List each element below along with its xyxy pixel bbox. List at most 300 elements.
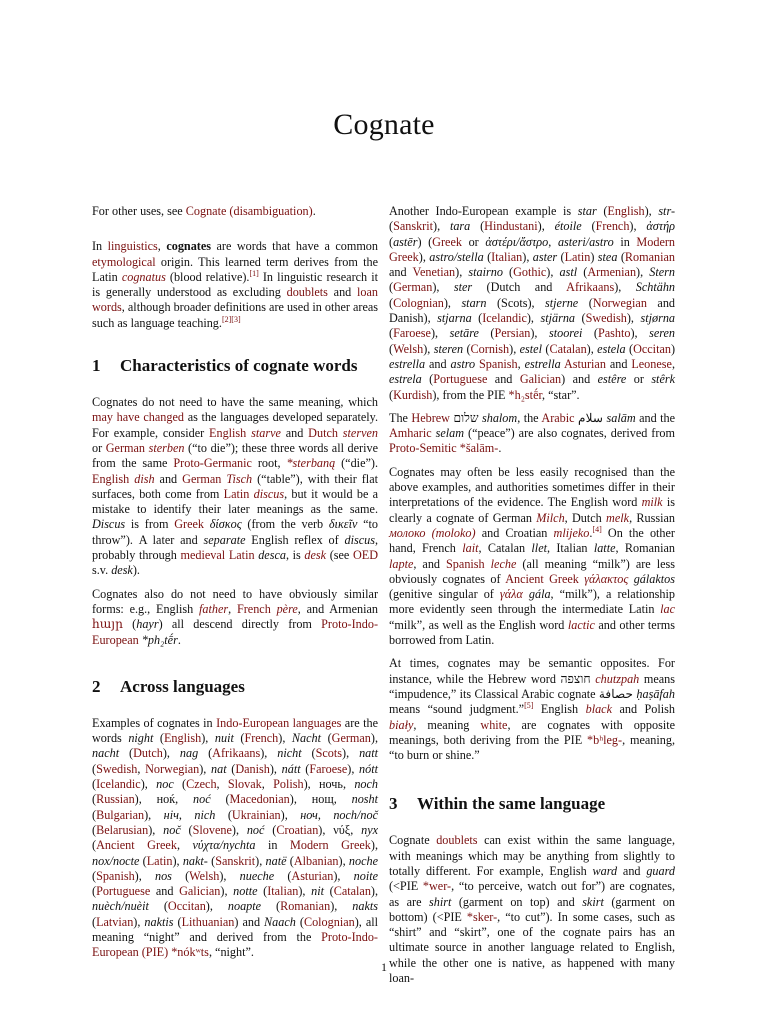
term: nos — [154, 868, 172, 883]
reference-link[interactable]: [4] — [592, 524, 602, 534]
text: ), — [219, 868, 240, 883]
text: , — [157, 239, 167, 254]
term: stjørna — [640, 311, 676, 326]
term: notte — [233, 884, 258, 899]
link[interactable]: Afrikaans — [212, 746, 261, 761]
term: nosht — [351, 792, 379, 807]
text: (from the verb — [241, 517, 329, 532]
text: ), — [626, 311, 641, 326]
link[interactable]: Occitan — [167, 899, 206, 914]
link[interactable]: medieval — [180, 548, 226, 563]
text: “milk”, as well as the English word — [389, 617, 568, 632]
section-heading — [92, 355, 378, 377]
text: ), — [526, 311, 541, 326]
link[interactable]: Macedonian — [229, 792, 290, 807]
link[interactable]: white — [480, 717, 508, 732]
text: ( — [478, 326, 495, 341]
link[interactable]: milk — [641, 495, 663, 510]
text: (Dutch and — [472, 280, 567, 295]
link[interactable]: *šalām- — [459, 441, 499, 456]
text: ( — [421, 372, 434, 387]
text: ( — [470, 219, 485, 234]
link[interactable]: Kurdish — [393, 387, 433, 402]
text: (blood relative). — [165, 269, 250, 284]
link[interactable]: Pashto — [597, 326, 631, 341]
link[interactable]: Spanish — [96, 868, 135, 883]
link[interactable]: Czech — [186, 777, 217, 792]
text: , — [548, 234, 558, 249]
text: or — [461, 234, 486, 249]
text: . — [177, 632, 181, 647]
text: , — [216, 777, 228, 792]
text: ( — [389, 387, 394, 402]
link[interactable]: Ancient Greek — [96, 838, 177, 853]
term: hayr — [136, 617, 159, 632]
section-number: 2 — [92, 676, 101, 696]
term: nyx — [361, 822, 379, 837]
link[interactable]: Afrikaans — [566, 280, 615, 295]
reference-link[interactable]: [1] — [249, 268, 259, 278]
link[interactable]: father — [199, 601, 229, 616]
term: stea — [597, 249, 618, 264]
term: astl — [559, 265, 578, 280]
term: noc — [156, 777, 174, 792]
term: stjärna — [540, 311, 576, 326]
link[interactable]: Swedish — [585, 311, 627, 326]
link[interactable]: Portuguese — [96, 884, 151, 899]
text: ), — [629, 219, 647, 234]
text: “to throw”). A later and — [92, 517, 379, 547]
link[interactable]: Greek — [174, 517, 204, 532]
link[interactable]: Bulgarian — [96, 807, 145, 822]
link[interactable]: Russian — [96, 792, 135, 807]
text: ( — [153, 731, 164, 746]
link[interactable]: Gothic — [513, 265, 547, 280]
link[interactable]: French — [244, 731, 279, 746]
text: At times, cognates may be semantic opposites. For instance, while the Hebrew word חוצפה — [389, 656, 675, 686]
text: as the languages developed separately. For example, consider — [92, 410, 379, 440]
term: natë — [265, 853, 287, 868]
link[interactable]: desk — [304, 548, 327, 563]
link[interactable]: lac — [660, 602, 675, 617]
link[interactable]: Italian — [491, 249, 523, 264]
link[interactable]: melk — [606, 510, 630, 525]
link[interactable]: Modern Greek — [290, 838, 371, 853]
link[interactable]: lapte — [389, 556, 414, 571]
text: ) all descend directly from — [158, 617, 322, 632]
link[interactable]: Spanish — [446, 556, 485, 571]
text: ( — [92, 838, 97, 853]
text: ), — [546, 265, 560, 280]
text: , are cognates with opposite meanings, both deriving from the PIE — [389, 717, 675, 747]
text: ), — [289, 792, 312, 807]
link[interactable]: Colognian — [393, 295, 444, 310]
text: ), — [199, 761, 212, 776]
link[interactable]: Romanian — [280, 899, 331, 914]
link[interactable]: English — [92, 471, 130, 486]
link[interactable]: dish — [134, 471, 155, 486]
link[interactable]: Dutch — [308, 425, 338, 440]
term: ноќ — [156, 792, 176, 807]
text: ), — [509, 341, 520, 356]
text: , Russian — [629, 510, 675, 525]
term: noć — [246, 822, 265, 837]
link[interactable]: Ukrainian — [231, 807, 281, 822]
link[interactable]: Latin — [223, 486, 250, 501]
text: or — [92, 440, 106, 455]
link[interactable]: French — [595, 219, 630, 234]
text: ( — [207, 853, 216, 868]
term: estel — [519, 341, 542, 356]
text: ), — [586, 341, 598, 356]
link[interactable]: молоко (moloko) — [389, 525, 476, 540]
text: and other terms borrowed from Latin. — [389, 617, 675, 648]
text: ), — [333, 868, 354, 883]
text: ( — [577, 265, 588, 280]
link[interactable]: Hindustani — [484, 219, 538, 234]
text: (<PIE — [389, 879, 423, 894]
text: ), — [318, 822, 334, 837]
link[interactable]: Portuguese — [433, 372, 488, 387]
reference-link[interactable]: [2][3] — [221, 314, 241, 324]
link[interactable]: Icelandic — [96, 777, 141, 792]
link[interactable]: Leonese — [631, 356, 672, 371]
text: , probably through — [92, 532, 379, 563]
link[interactable]: γάλα — [499, 587, 523, 602]
paragraph — [389, 204, 675, 403]
link[interactable]: Galician — [519, 372, 562, 387]
link[interactable]: lait — [462, 541, 479, 556]
link[interactable]: Icelandic — [482, 311, 527, 326]
term: ночь — [318, 777, 343, 792]
link[interactable]: Swedish — [96, 761, 138, 776]
text: In linguistic research it is generally understood as excluding — [92, 269, 378, 300]
text: , — [350, 822, 362, 837]
text: , — [228, 601, 237, 616]
term: natt — [359, 746, 379, 761]
text: ( — [148, 899, 168, 914]
term: nakt- — [182, 853, 208, 868]
term: tara — [449, 219, 471, 234]
text: . — [498, 441, 502, 456]
link[interactable]: lactic — [567, 617, 595, 632]
link[interactable]: Sanskrit — [393, 219, 434, 234]
link[interactable]: loan words — [92, 285, 378, 315]
link[interactable]: German — [393, 280, 433, 295]
text: , — [261, 777, 274, 792]
link[interactable]: cognatus — [121, 269, 166, 284]
link[interactable]: Spanish — [479, 356, 518, 371]
term: discus — [344, 532, 375, 547]
text: ) and — [234, 914, 265, 929]
link[interactable]: black — [585, 702, 612, 717]
text: ( — [119, 746, 134, 761]
link[interactable]: Norwegian — [592, 295, 647, 310]
text: ( — [180, 822, 193, 837]
text: ( — [300, 761, 310, 776]
text: ( — [92, 777, 97, 792]
term: astēr — [393, 234, 418, 249]
link[interactable]: *wer- — [422, 879, 452, 894]
term: star — [577, 204, 597, 218]
term: Naach — [264, 914, 296, 929]
link[interactable]: *sterbaną — [286, 456, 336, 471]
link[interactable]: Lithuanian — [181, 914, 235, 929]
link[interactable]: Hebrew — [411, 410, 450, 425]
link[interactable]: père — [276, 601, 298, 616]
link[interactable]: discus — [253, 486, 285, 501]
link[interactable]: Asturian — [563, 356, 606, 371]
link[interactable]: Amharic — [389, 426, 432, 441]
link[interactable]: Welsh — [189, 868, 220, 883]
link[interactable]: Asturian — [291, 868, 334, 883]
term: estrella — [524, 356, 561, 371]
text: ), — [231, 822, 247, 837]
link[interactable]: Arabic — [541, 410, 575, 425]
link[interactable]: γάλακτος — [584, 571, 629, 586]
paragraph — [92, 587, 378, 648]
text: ), — [280, 807, 301, 822]
link[interactable]: German — [182, 471, 222, 486]
link[interactable]: chutzpah — [595, 671, 640, 686]
text: , and — [413, 556, 447, 571]
link[interactable]: Occitan — [633, 341, 671, 356]
text: , “to cut”). In some cases, such as “shirt” and “skirt”, one of the cognate pairs has an ultimate source in another language related to English, while the other one is native, as happened with many loan- — [389, 909, 675, 986]
link[interactable]: Ancient Greek — [505, 571, 579, 586]
link[interactable]: *h₂stḗr — [508, 387, 543, 402]
link[interactable]: Faroese — [393, 326, 431, 341]
link[interactable]: may have changed — [92, 410, 184, 425]
text: ), — [636, 265, 650, 280]
text: ( — [617, 249, 625, 264]
text: , “to perceive, watch out for”) are cognates, as are — [389, 879, 676, 909]
link[interactable]: հայր — [92, 617, 123, 632]
link[interactable]: Greek — [432, 234, 462, 249]
text: (garment on bottom) (<PIE — [389, 894, 676, 924]
link[interactable]: starve — [251, 425, 281, 440]
link[interactable]: Latin — [564, 249, 591, 264]
link[interactable]: OED — [352, 548, 379, 563]
link[interactable]: Danish — [235, 761, 270, 776]
link[interactable]: Cornish — [470, 341, 510, 356]
text: in — [613, 234, 637, 249]
term: ноч — [300, 807, 318, 822]
text: , meaning, “to burn or shine.” — [389, 732, 675, 763]
term: ніч — [163, 807, 179, 822]
text: , — [178, 807, 195, 822]
term: Schtähn — [635, 280, 676, 295]
link[interactable]: Latin — [146, 853, 173, 868]
section-title: Across languages — [120, 676, 245, 696]
link[interactable]: *sker- — [466, 909, 498, 924]
link[interactable]: Milch — [536, 510, 565, 525]
term: llet — [531, 541, 547, 556]
section-number: 1 — [92, 356, 101, 376]
link[interactable]: Faroese — [309, 761, 348, 776]
term: noite — [353, 868, 379, 883]
hatnote — [92, 204, 378, 219]
text: ( — [483, 249, 492, 264]
link[interactable]: Catalan — [549, 341, 587, 356]
text: and — [605, 356, 632, 371]
text: ), — [201, 731, 215, 746]
link[interactable]: *bʰleg- — [587, 732, 623, 747]
link[interactable]: Latvian — [96, 914, 134, 929]
text: means “impudence,” its Classical Arabic cognate حصافة — [389, 671, 675, 701]
term: desca — [258, 548, 286, 563]
link[interactable]: doublets — [286, 285, 328, 300]
link[interactable]: sterven — [342, 425, 378, 440]
right-column — [389, 204, 675, 994]
link[interactable]: sterben — [148, 440, 185, 455]
link[interactable]: Proto-Indo-European (PIE) — [92, 929, 378, 960]
link[interactable]: English — [607, 204, 645, 218]
link[interactable]: Indo-European languages — [216, 715, 342, 730]
link[interactable]: mlijeko — [553, 525, 590, 540]
term: naktis — [144, 914, 174, 929]
text: ( — [92, 884, 97, 899]
text: ( — [389, 341, 394, 356]
text: ( — [261, 899, 281, 914]
text: ), — [220, 884, 234, 899]
link[interactable]: etymological — [92, 254, 156, 269]
text: ( — [581, 219, 596, 234]
term: noapte — [227, 899, 262, 914]
text: ), — [330, 899, 353, 914]
link[interactable]: Welsh — [393, 341, 424, 356]
term: asteri/astro — [557, 234, 614, 249]
term: δίσκος — [209, 517, 242, 532]
term: νύξ — [333, 822, 351, 837]
section-title: Within the same language — [417, 794, 606, 814]
text: ( — [295, 914, 304, 929]
link[interactable]: Sanskrit — [215, 853, 256, 868]
link[interactable]: Armenian — [587, 265, 637, 280]
text: ), — [140, 777, 157, 792]
text: ( — [92, 868, 97, 883]
text: , — [342, 777, 355, 792]
text: ( — [92, 792, 97, 807]
text: ), — [144, 807, 164, 822]
text: ), — [342, 746, 360, 761]
term: nit — [311, 884, 324, 899]
link[interactable]: *nókʷts — [171, 945, 209, 960]
term: shirt — [429, 894, 452, 909]
link[interactable]: Modern Greek — [389, 234, 676, 264]
link[interactable]: French — [236, 601, 271, 616]
link[interactable]: English — [163, 731, 202, 746]
paragraph — [92, 395, 378, 579]
text: , but it would be a mistake to identify their later meanings as the same. — [92, 486, 378, 517]
link[interactable]: Colognian — [303, 914, 355, 929]
reference-link[interactable]: [5] — [524, 701, 534, 711]
link[interactable]: Venetian — [412, 265, 456, 280]
paragraph — [389, 656, 675, 763]
link[interactable]: Tisch — [226, 471, 253, 486]
term: *ph₂tḗr — [141, 632, 178, 647]
text: English reflex of — [245, 532, 345, 547]
link[interactable]: Scots — [315, 746, 343, 761]
text: The — [389, 410, 412, 425]
link[interactable]: German — [331, 731, 371, 746]
text: and the — [635, 410, 676, 425]
term: Nacht — [291, 731, 322, 746]
text: (“to die”); these three words all derive from the same — [92, 440, 379, 471]
term: astro — [450, 356, 476, 371]
text: ), — [432, 280, 454, 295]
text: ( — [596, 204, 608, 218]
disambiguation-link[interactable]: Cognate (disambiguation) — [185, 204, 313, 218]
text: ), — [172, 853, 183, 868]
term: Discus — [92, 517, 126, 532]
text: , — [671, 356, 675, 371]
term: nakts — [352, 899, 378, 914]
term: night — [128, 731, 154, 746]
text: and Croatian — [475, 525, 554, 540]
link[interactable]: linguistics — [107, 239, 158, 254]
text: ), — [370, 731, 379, 746]
term: étoile — [554, 219, 582, 234]
link[interactable]: Proto-Germanic — [173, 456, 252, 471]
text: ), — [255, 853, 266, 868]
link[interactable]: Dutch — [133, 746, 163, 761]
text: . — [589, 525, 593, 540]
text: (“table”), with their flat surfaces, both come from — [92, 471, 378, 501]
text: in — [255, 838, 291, 853]
text: (all meaning “milk”) are less obviously cognates of — [389, 556, 675, 586]
term: nacht — [92, 746, 120, 761]
link[interactable]: Norwegian — [145, 761, 200, 776]
text: ( — [226, 761, 236, 776]
link[interactable]: biały — [389, 717, 414, 732]
text: ), — [269, 761, 282, 776]
link[interactable]: Catalan — [333, 884, 371, 899]
link[interactable]: Slovak — [227, 777, 262, 792]
link[interactable]: Italian — [267, 884, 299, 899]
term: stjerne — [545, 295, 579, 310]
link[interactable]: Persian — [494, 326, 531, 341]
link[interactable]: leche — [490, 556, 517, 571]
text: is clearly a cognate of German — [389, 495, 675, 525]
link[interactable]: Galician — [179, 884, 221, 899]
term: νύχτα/nychta — [192, 838, 256, 853]
link[interactable]: Proto-Indo-European — [92, 617, 379, 647]
text: s.v. — [92, 563, 112, 578]
link[interactable]: Latin — [228, 548, 255, 563]
link[interactable]: Belarusian — [96, 822, 149, 837]
link[interactable]: doublets — [436, 833, 478, 848]
term: stairno — [468, 265, 503, 280]
link[interactable]: Polish — [273, 777, 304, 792]
link[interactable]: English — [209, 425, 247, 440]
text: , — [137, 761, 146, 776]
text: English — [533, 702, 586, 717]
link[interactable]: Croatian — [276, 822, 319, 837]
link[interactable]: Romanian — [624, 249, 675, 264]
term: salām — [606, 410, 636, 425]
link[interactable]: Albanian — [293, 853, 339, 868]
text: ( — [233, 731, 245, 746]
text: سلام — [574, 410, 607, 425]
text: ), — [260, 746, 278, 761]
link[interactable]: Slovene — [192, 822, 232, 837]
text: ) and — [561, 372, 598, 387]
text: are words that have a common — [211, 239, 378, 254]
text: (“die”). — [335, 456, 378, 471]
link[interactable]: Proto-Semitic — [389, 441, 457, 456]
term: stoorei — [548, 326, 583, 341]
link[interactable]: German — [105, 440, 145, 455]
